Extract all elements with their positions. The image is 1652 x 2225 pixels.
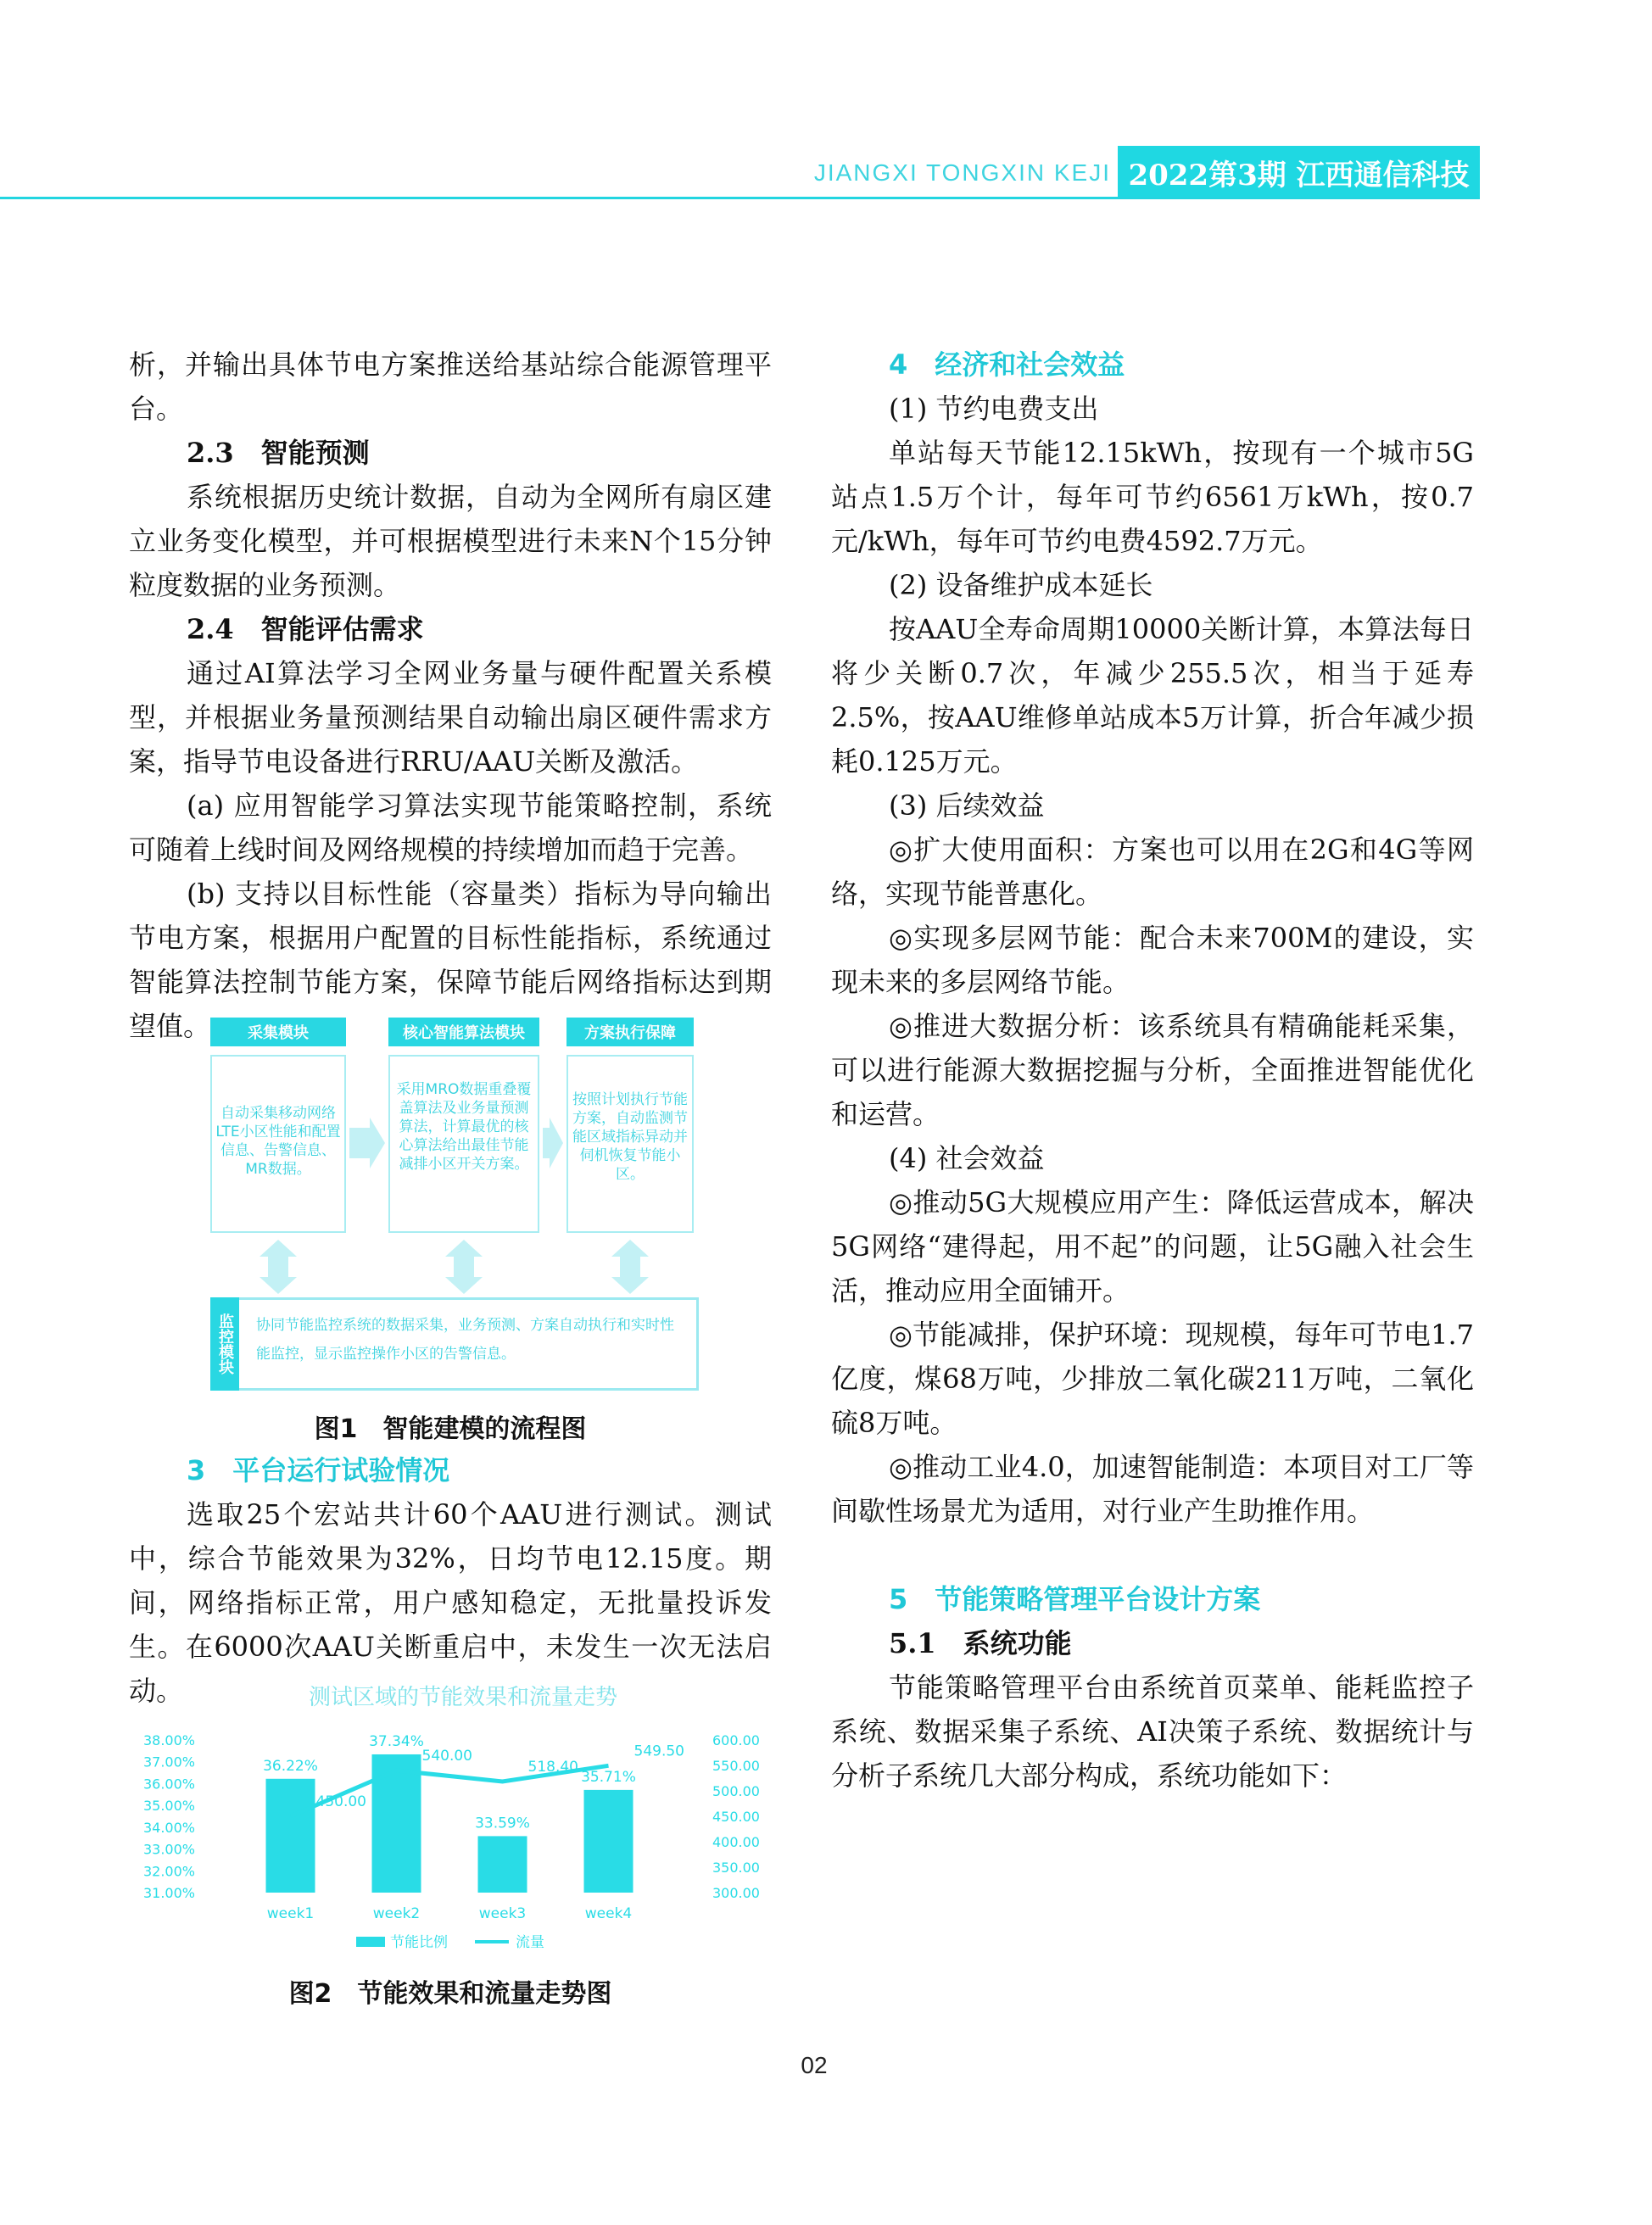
bar [478, 1836, 527, 1893]
bar-data-label: 36.22% [263, 1757, 318, 1775]
paragraph: ◎推动工业4.0，加速智能制造：本项目对工厂等间歇性场景尤为适用，对行业产生助推作用。 [831, 1451, 1474, 1527]
bar-data-label: 33.59% [475, 1815, 530, 1832]
section-heading: 3 平台运行试验情况 [187, 1454, 450, 1486]
legend-bar-swatch [356, 1937, 385, 1947]
paragraph: ◎节能减排，保护环境：现规模，每年可节电1.7亿度，煤68万吨，少排放二氧化碳211万吨，二氧化硫8万吨。 [831, 1319, 1474, 1439]
line-data-label: 450.00 [315, 1793, 366, 1810]
section-heading: 4 经济和社会效益 [889, 349, 1125, 381]
chart-legend [356, 1934, 544, 1951]
right-arrow-icon [543, 1118, 563, 1168]
left-tick-label: 33.00% [142, 1841, 195, 1858]
flow-diagram [204, 1018, 704, 1391]
left-column [129, 343, 772, 1048]
flow-box-text: 自动采集移动网络LTE小区性能和配置信息、告警信息、MR数据。 [210, 1055, 346, 1233]
right-tick-label: 450.00 [712, 1809, 760, 1825]
double-arrow-icon [260, 1240, 297, 1294]
right-tick-label: 300.00 [712, 1885, 760, 1901]
double-arrow-icon [445, 1240, 483, 1294]
left-tick-label: 31.00% [142, 1885, 195, 1901]
line-data-label: 518.40 [527, 1758, 578, 1776]
paragraph: (b) 支持以目标性能（容量类）指标为导向输出节电方案，根据用户配置的目标性能指标，系统通过智能算法控制节能方案，保障节能后网络指标达到期望值。 [129, 878, 772, 1042]
left-tick-label: 35.00% [142, 1798, 195, 1815]
header-rule [0, 197, 1480, 199]
right-arrow-icon [349, 1118, 385, 1168]
paragraph: (a) 应用智能学习算法实现节能策略控制，系统可随着上线时间及网络规模的持续增加而趋于完善。 [129, 789, 772, 866]
paragraph: 通过AI算法学习全网业务量与硬件配置关系模型，并根据业务量预测结果自动输出扇区硬件需求方案，指导节电设备进行RRU/AAU关断及激活。 [129, 657, 772, 778]
category-label: week1 [266, 1905, 315, 1922]
subheading: (4) 社会效益 [889, 1142, 1045, 1174]
left-tick-label: 36.00% [142, 1776, 195, 1793]
left-column-lower [129, 1448, 772, 1713]
right-tick-label: 400.00 [712, 1834, 760, 1850]
line-data-label: 549.50 [633, 1743, 684, 1760]
paragraph: 选取25个宏站共计60个AAU进行测试。测试中，综合节能效果为32%，日均节电12.15度。期间，网络指标正常，用户感知稳定，无批量投诉发生。在6000次AAU关断重启中，未发生一次无法启动。 [129, 1498, 772, 1707]
right-tick-label: 500.00 [712, 1783, 760, 1799]
category-label: week2 [372, 1905, 421, 1922]
monitor-title: 监控模块 [210, 1297, 239, 1391]
paragraph: 系统根据历史统计数据，自动为全网所有扇区建立业务变化模型，并可根据模型进行未来N个15分钟粒度数据的业务预测。 [129, 481, 772, 601]
right-column [831, 343, 1474, 1798]
spacer [831, 1533, 1474, 1577]
paragraph: 节能策略管理平台由系统首页菜单、能耗监控子系统、数据采集子系统、AI决策子系统、数据统计与分析子系统几大部分构成，系统功能如下： [831, 1671, 1474, 1792]
journal-name-english: JIANGXI TONGXIN KEJI [813, 159, 1111, 186]
bar [372, 1754, 421, 1893]
right-tick-label: 600.00 [712, 1732, 760, 1748]
subsection-heading: 2.4 智能评估需求 [187, 613, 424, 645]
flow-box-title: 核心智能算法模块 [388, 1018, 539, 1046]
subsection-heading: 5.1 系统功能 [889, 1627, 1072, 1659]
left-tick-label: 38.00% [142, 1732, 195, 1748]
subheading: (1) 节约电费支出 [889, 393, 1099, 425]
left-axis-ticks [143, 1732, 195, 1901]
paragraph: 单站每天节能12.15kWh，按现有一个城市5G站点1.5万个计，每年可节约6561万kWh，按0.7元/kWh，每年可节约电费4592.7万元。 [831, 437, 1474, 557]
figure-caption: 图2 节能效果和流量走势图 [288, 1979, 612, 2009]
subheading: (2) 设备维护成本延长 [889, 569, 1153, 601]
paragraph: 析，并输出具体节电方案推送给基站综合能源管理平台。 [129, 349, 772, 425]
left-tick-label: 32.00% [142, 1863, 195, 1880]
flow-box-title: 采集模块 [210, 1018, 346, 1046]
page-number: 02 [801, 2052, 828, 2078]
left-tick-label: 34.00% [142, 1819, 195, 1836]
right-axis-ticks [712, 1732, 760, 1901]
paragraph: ◎推进大数据分析：该系统具有精确能耗采集，可以进行能源大数据挖掘与分析，全面推进智能优化和运营。 [831, 1010, 1474, 1130]
issue-banner: 2022第3期 江西通信科技 [1118, 146, 1480, 198]
flow-box-text: 按照计划执行节能方案，自动监测节能区域指标异动并伺机恢复节能小区。 [566, 1055, 694, 1233]
chart-title: 测试区域的节能效果和流量走势 [308, 1685, 618, 1710]
paragraph: ◎扩大使用面积：方案也可以用在2G和4G等网络，实现节能普惠化。 [831, 834, 1474, 910]
legend-label: 流量 [516, 1934, 544, 1951]
flow-box-title: 方案执行保障 [566, 1018, 694, 1046]
category-label: week4 [584, 1905, 633, 1922]
right-tick-label: 550.00 [712, 1758, 760, 1774]
figure-caption: 图1 智能建模的流程图 [314, 1414, 587, 1444]
bar [584, 1790, 633, 1893]
category-labels [267, 1905, 632, 1922]
bar-data-label: 37.34% [369, 1732, 424, 1750]
category-label: week3 [478, 1905, 527, 1922]
flow-box-text: 采用MRO数据重叠覆盖算法及业务量预测算法，计算最优的核心算法给出最佳节能减排小区开关方案。 [388, 1055, 539, 1233]
double-arrow-icon [611, 1240, 649, 1294]
bar-data-label: 35.71% [581, 1768, 636, 1786]
paragraph: ◎推动5G大规模应用产生：降低运营成本，解决5G网络“建得起，用不起”的问题，让5G融入社会生活，推动应用全面铺开。 [831, 1186, 1474, 1307]
bar [266, 1779, 315, 1893]
subsection-heading: 2.3 智能预测 [187, 437, 370, 469]
paragraph: ◎实现多层网节能：配合未来700M的建设，实现未来的多层网络节能。 [831, 922, 1474, 998]
subheading: (3) 后续效益 [889, 789, 1045, 822]
monitor-text: 协同节能监控系统的数据采集，业务预测、方案自动执行和实时性能监控，显示监控操作小区的告警信息。 [256, 1317, 674, 1363]
right-tick-label: 350.00 [712, 1860, 760, 1876]
section-heading: 5 节能策略管理平台设计方案 [889, 1583, 1261, 1615]
paragraph: 按AAU全寿命周期10000关断计算，本算法每日将少关断0.7次，年减少255.5次，相当于延寿2.5%，按AAU维修单站成本5万计算，折合年减少损耗0.125万元。 [831, 613, 1474, 778]
left-tick-label: 37.00% [142, 1754, 195, 1771]
line-data-label: 540.00 [421, 1748, 472, 1765]
energy-traffic-chart [136, 1679, 780, 1967]
legend-label: 节能比例 [390, 1934, 448, 1951]
